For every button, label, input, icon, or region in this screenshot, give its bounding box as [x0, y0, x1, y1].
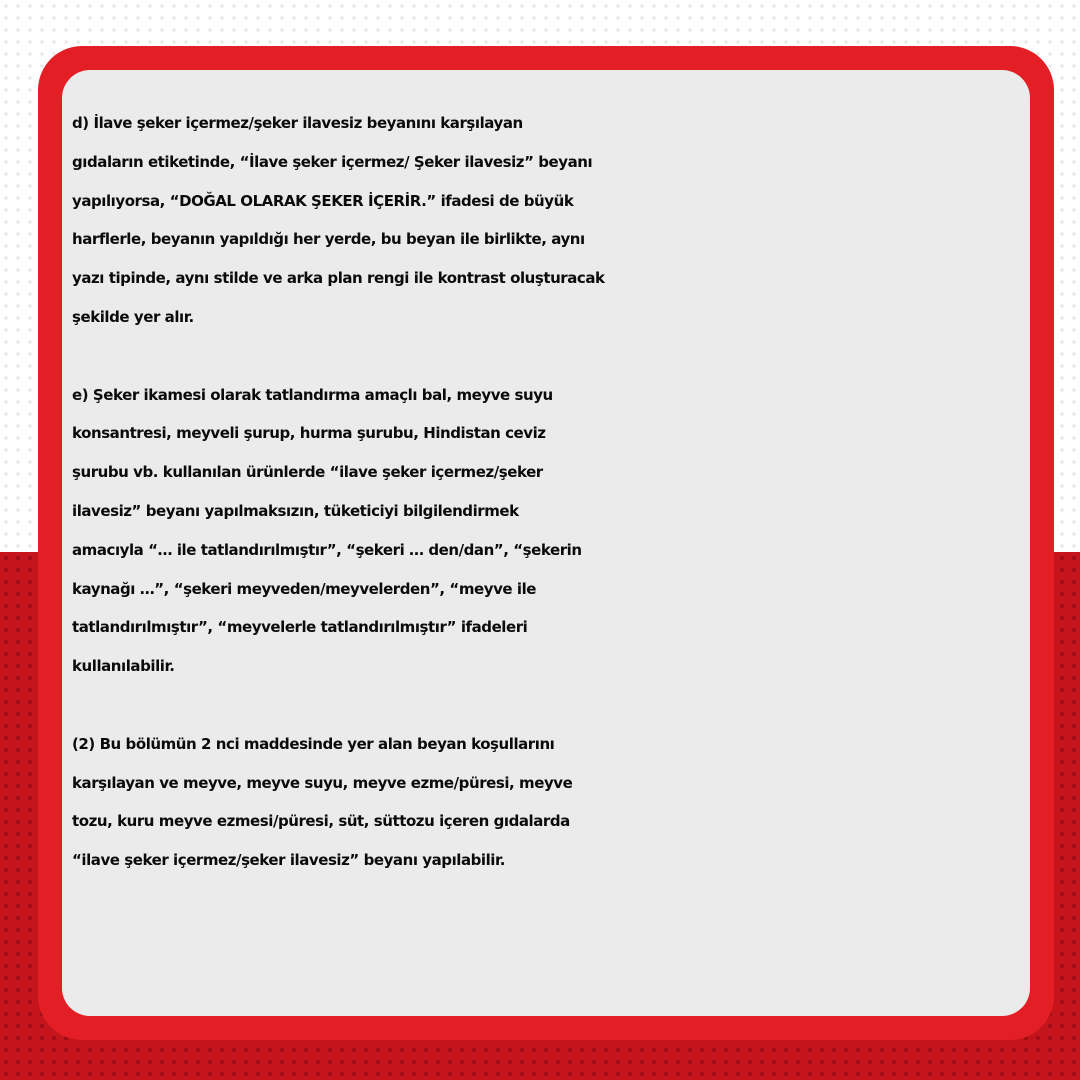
- text-line: kaynağı …”, “şekeri meyveden/meyvelerden”, “meyve ile: [72, 579, 536, 598]
- text-line: amacıyla “… ile tatlandırılmıştır”, “şekeri … den/dan”, “şekerin: [72, 540, 582, 559]
- text-line: e) Şeker ikamesi olarak tatlandırma amaçlı bal, meyve suyu: [72, 385, 553, 404]
- text-line: şurubu vb. kullanılan ürünlerde “ilave şeker içermez/şeker: [72, 463, 543, 482]
- text-line: karşılayan ve meyve, meyve suyu, meyve ezme/püresi, meyve: [72, 773, 573, 792]
- text-line: (2) Bu bölümün 2 nci maddesinde yer alan beyan koşullarını: [72, 734, 555, 753]
- text-line: “ilave şeker içermez/şeker ilavesiz” beyanı yapılabilir.: [72, 851, 506, 870]
- paragraph-d: [72, 104, 1027, 337]
- text-line: yazı tipinde, aynı stilde ve arka plan rengi ile kontrast oluşturacak: [72, 269, 605, 288]
- text-line: kullanılabilir.: [72, 657, 175, 676]
- text-line: gıdaların etiketinde, “İlave şeker içermez/ Şeker ilavesiz” beyanı: [72, 152, 593, 171]
- text-line: ilavesiz” beyanı yapılmaksızın, tüketiciyi bilgilendirmek: [72, 501, 519, 520]
- text-line: şekilde yer alır.: [72, 307, 194, 326]
- text-line: yapılıyorsa, “DOĞAL OLARAK ŞEKER İÇERİR.” ifadesi de büyük: [72, 191, 574, 210]
- text-line: konsantresi, meyveli şurup, hurma şurubu, Hindistan ceviz: [72, 424, 546, 443]
- text-line: d) İlave şeker içermez/şeker ilavesiz beyanını karşılayan: [72, 114, 523, 132]
- document-text: [72, 104, 1027, 919]
- paragraph-e: [72, 376, 1027, 686]
- text-line: tozu, kuru meyve ezmesi/püresi, süt, süttozu içeren gıdalarda: [72, 812, 570, 831]
- text-line: harflerle, beyanın yapıldığı her yerde, bu beyan ile birlikte, aynı: [72, 230, 585, 249]
- paragraph-2: [72, 725, 1027, 880]
- text-line: tatlandırılmıştır”, “meyvelerle tatlandırılmıştır” ifadeleri: [72, 618, 528, 637]
